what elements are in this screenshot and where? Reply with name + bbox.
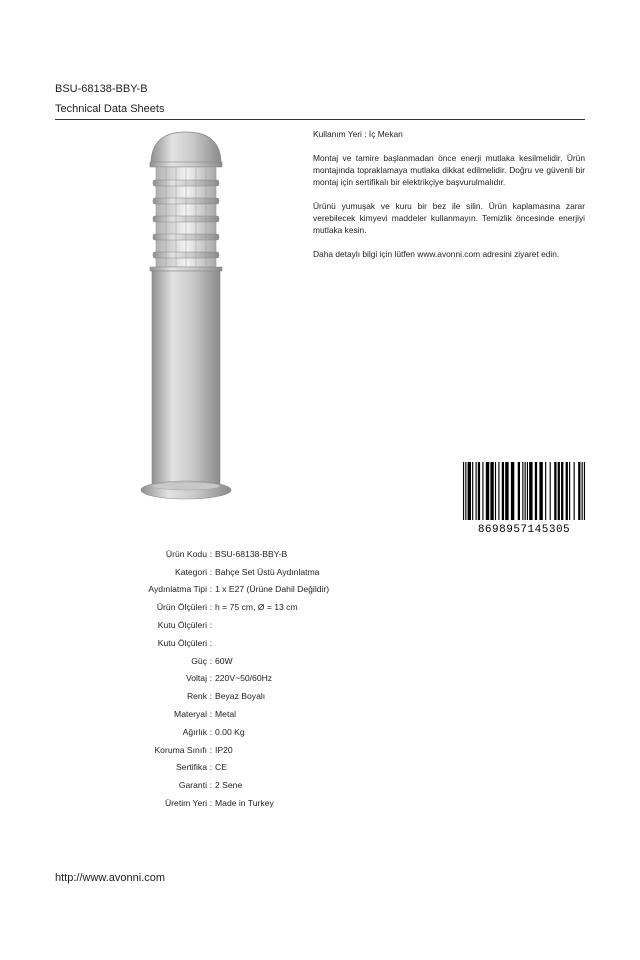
spec-label: Güç [191, 655, 207, 666]
document-subtitle: Technical Data Sheets [55, 103, 165, 115]
spec-value: 0.00 Kg [215, 726, 245, 737]
barcode-bar [554, 462, 556, 520]
installation-warning: Montaj ve tamire başlanmadan önce enerji mutlaka kesilmelidir. Ürün montajında topraklamaya mutlaka dikkat edilmelidir. Doğru ve güvenli bir montaj için sertifikalı bir elektrikçiye başvurulmalıdır. [313, 153, 585, 187]
more-info-note: Daha detaylı bilgi için lütfen www.avonni.com adresini ziyaret edin. [313, 249, 560, 259]
barcode-bar [472, 462, 473, 520]
spec-row [60, 759, 460, 777]
spec-label: Kategori [174, 566, 207, 577]
cleaning-instructions: Ürünü yumuşak ve kuru bir bez ile silin. Ürün kaplamasına zarar verebilecek kimyevi maddeler kullanmayın. Temizlik öncesinde enerjiyi mutlaka kesin. [313, 201, 585, 235]
barcode-bar [495, 462, 496, 520]
barcode-bar [476, 462, 477, 520]
spec-label: Kutu Ölçüleri [157, 637, 207, 648]
spec-separator: : [209, 655, 213, 666]
product-barcode [463, 462, 585, 534]
spec-value: 60W [215, 655, 233, 666]
spec-separator: : [209, 709, 213, 720]
spec-row [60, 616, 460, 634]
spec-value: IP20 [215, 744, 233, 755]
barcode-bar [498, 462, 499, 520]
spec-row [60, 776, 460, 794]
spec-row [60, 581, 460, 599]
spec-label: Ağırlık [182, 726, 207, 737]
barcode-bar [558, 462, 560, 520]
barcode-bar [482, 462, 483, 520]
spec-value: CE [215, 762, 227, 773]
barcode-bar [525, 462, 526, 520]
spec-label: Aydınlatma Tipi [148, 584, 207, 595]
barcode-bar [566, 462, 568, 520]
spec-value: Bahçe Set Üstü Aydınlatma [215, 566, 320, 577]
barcode-bar [550, 462, 551, 520]
spec-label: Koruma Sınıfı [154, 744, 207, 755]
spec-separator: : [209, 744, 213, 755]
header-rule [55, 119, 585, 120]
spec-value: 2 Sene [215, 780, 243, 791]
spec-row [60, 563, 460, 581]
barcode-bar [505, 462, 508, 520]
spec-row [60, 545, 460, 563]
product-code-heading: BSU-68138-BBY-B [55, 83, 148, 95]
spec-separator: : [209, 637, 213, 648]
product-image-bollard-lamp [136, 128, 236, 508]
spec-row [60, 652, 460, 670]
spec-row [60, 794, 460, 812]
barcode-bar [518, 462, 520, 520]
spec-row [60, 634, 460, 652]
barcode-bar [561, 462, 563, 520]
barcode-bar [463, 462, 464, 520]
spec-row [60, 741, 460, 759]
spec-value: h = 75 cm, Ø = 13 cm [215, 602, 298, 613]
barcode-bar [511, 462, 514, 520]
spec-row [60, 687, 460, 705]
spec-label: Materyal [174, 709, 207, 720]
spec-row [60, 598, 460, 616]
spec-label: Renk [186, 691, 207, 702]
barcode-bar [468, 462, 471, 520]
barcode-bar [522, 462, 523, 520]
spec-separator: : [209, 798, 213, 809]
barcode-bar [465, 462, 466, 520]
spec-label: Üretim Yeri [164, 798, 207, 809]
spec-separator: : [209, 726, 213, 737]
spec-separator: : [209, 762, 213, 773]
specification-table [60, 545, 460, 812]
spec-value: Beyaz Boyalı [215, 691, 266, 702]
barcode-bar [529, 462, 532, 520]
barcode-bar [582, 462, 583, 520]
spec-row [60, 723, 460, 741]
spec-label: Voltaj [185, 673, 207, 684]
spec-separator: : [209, 566, 213, 577]
spec-value: 1 x E27 (Ürüne Dahil Değildir) [215, 584, 330, 595]
barcode-digits: 8698957145305 [477, 524, 571, 534]
barcode-bar [545, 462, 546, 520]
barcode-bar [490, 462, 493, 520]
spec-label: Ürün Kodu [165, 548, 207, 559]
usage-description [313, 128, 585, 260]
barcode-bar [486, 462, 489, 520]
spec-separator: : [209, 602, 213, 613]
barcode-bar [478, 462, 480, 520]
spec-label: Sertifika [175, 762, 207, 773]
footer-website-link[interactable]: http://www.avonni.com [55, 872, 166, 884]
spec-separator: : [209, 780, 213, 791]
spec-value: Metal [215, 709, 237, 720]
spec-label: Garanti [178, 780, 207, 791]
barcode-bar [584, 462, 585, 520]
spec-separator: : [209, 620, 213, 631]
barcode-bar [527, 462, 528, 520]
barcode-bar [569, 462, 570, 520]
spec-value: Made in Turkey [215, 798, 274, 809]
barcode-bar [539, 462, 542, 520]
usage-location: Kullanım Yeri : İç Mekan [313, 129, 403, 139]
spec-separator: : [209, 673, 213, 684]
spec-row [60, 670, 460, 688]
spec-separator: : [209, 548, 213, 559]
spec-value: 220V~50/60Hz [215, 673, 273, 684]
spec-value: BSU-68138-BBY-B [215, 548, 288, 559]
barcode-bar [574, 462, 575, 520]
spec-separator: : [209, 584, 213, 595]
barcode-bar [535, 462, 537, 520]
spec-row [60, 705, 460, 723]
barcode-bar [578, 462, 580, 520]
spec-separator: : [209, 691, 213, 702]
barcode-bar [502, 462, 504, 520]
spec-label: Ürün Ölçüleri [156, 602, 207, 613]
spec-label: Kutu Ölçüleri [157, 620, 207, 631]
